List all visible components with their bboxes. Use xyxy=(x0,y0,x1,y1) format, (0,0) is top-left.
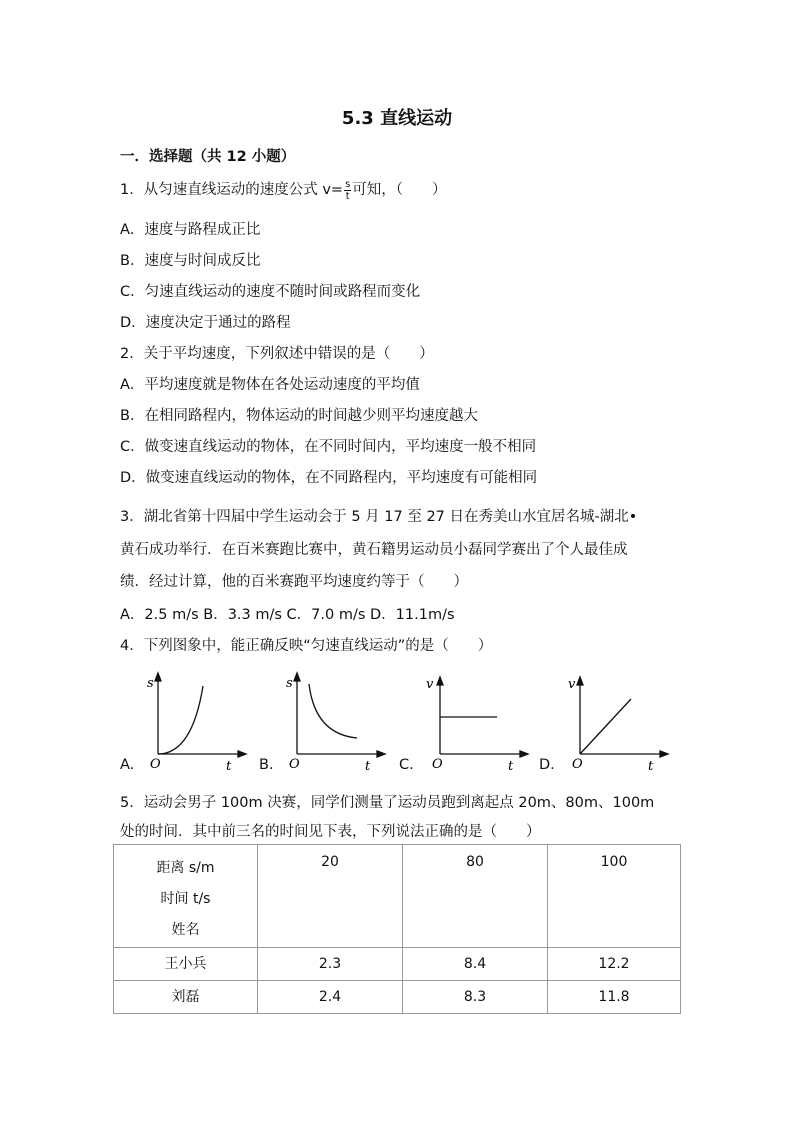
page-title: 5.3 直线运动 xyxy=(341,108,453,129)
question-4-stem: 4．下列图象中，能正确反映“匀速直线运动”的是（ ） xyxy=(120,638,493,654)
speed-formula-fraction xyxy=(344,179,351,202)
question-3-line-1: 3．湖北省第十四届中学生运动会于 5 月 17 至 27 日在秀美山水宜居名城-湖北• xyxy=(120,509,638,525)
graph-a-origin: O xyxy=(150,757,161,772)
question-1-option-a: A．速度与路程成正比 xyxy=(120,222,261,238)
graph-b-x-label: t xyxy=(365,759,371,774)
table-row xyxy=(114,981,681,1014)
question-5-line-2: 处的时间．其中前三名的时间见下表，下列说法正确的是（ ） xyxy=(120,824,541,840)
graph-b-x-arrow xyxy=(377,751,385,757)
table-cell: 8.4 xyxy=(403,948,548,981)
table-header-corner xyxy=(114,845,258,948)
table-row-name: 王小兵 xyxy=(114,948,258,981)
question-2-option-a: A．平均速度就是物体在各处运动速度的平均值 xyxy=(120,377,420,393)
graph-a-x-label: t xyxy=(226,759,232,774)
section-heading: 一．选择题（共 12 小题） xyxy=(120,149,296,165)
table-row-name: 刘磊 xyxy=(114,981,258,1014)
question-1-option-d: D．速度决定于通过的路程 xyxy=(120,315,291,331)
graph-a-y-arrow xyxy=(155,673,161,681)
question-2-option-b: B．在相同路程内，物体运动的时间越少则平均速度越大 xyxy=(120,408,478,424)
graph-d-origin: O xyxy=(572,757,583,772)
question-1-stem-post: 可知，（ ） xyxy=(352,182,447,198)
graph-c-origin: O xyxy=(432,757,443,772)
fraction-numerator: s xyxy=(345,178,351,190)
graph-d-curve xyxy=(580,699,631,754)
graph-b-y-arrow xyxy=(294,673,300,681)
header-distance-label: 距离 s/m xyxy=(156,860,215,876)
graph-b xyxy=(279,668,389,776)
question-1-option-c: C．匀速直线运动的速度不随时间或路程而变化 xyxy=(120,284,421,300)
graph-d-x-arrow xyxy=(660,751,668,757)
table-header-cell: 80 xyxy=(403,845,548,948)
header-time-label: 时间 t/s xyxy=(160,891,211,907)
question-3-line-3: 绩．经过计算，他的百米赛跑平均速度约等于（ ） xyxy=(120,574,468,590)
table-header-cell: 20 xyxy=(258,845,403,948)
question-1-option-b: B．速度与时间成反比 xyxy=(120,253,261,269)
graph-b-y-label: s xyxy=(286,676,293,691)
question-2-option-d: D．做变速直线运动的物体，在不同路程内，平均速度有可能相同 xyxy=(120,470,538,486)
graph-a-curve xyxy=(158,686,203,754)
table-header-row xyxy=(114,845,681,948)
graph-d-y-label: v xyxy=(568,677,576,692)
question-3-line-2: 黄石成功举行．在百米赛跑比赛中，黄石籍男运动员小磊同学赛出了个人最佳成 xyxy=(120,542,628,558)
graph-c xyxy=(422,668,532,776)
graph-d-y-arrow xyxy=(577,677,583,685)
graph-c-x-label: t xyxy=(508,759,514,774)
question-3-options: A．2.5 m/s B．3.3 m/s C．7.0 m/s D．11.1m/s xyxy=(120,607,455,623)
graph-c-x-arrow xyxy=(520,751,528,757)
fraction-denominator: t xyxy=(345,190,350,202)
question-2-stem: 2．关于平均速度，下列叙述中错误的是（ ） xyxy=(120,346,434,362)
graph-b-origin: O xyxy=(289,757,300,772)
graph-c-y-arrow xyxy=(437,677,443,685)
header-name-label: 姓名 xyxy=(171,922,200,938)
graph-c-label: C. xyxy=(399,757,414,773)
graph-a-y-label: s xyxy=(147,676,154,691)
table-cell: 2.4 xyxy=(258,981,403,1014)
graph-b-curve xyxy=(309,684,357,738)
question-1-stem xyxy=(120,178,447,202)
graph-d-label: D. xyxy=(539,757,555,773)
table-cell: 2.3 xyxy=(258,948,403,981)
table-cell: 12.2 xyxy=(548,948,681,981)
graph-a xyxy=(140,668,250,776)
graph-a-x-arrow xyxy=(238,751,246,757)
question-5-line-1: 5．运动会男子 100m 决赛，同学们测量了运动员跑到离起点 20m、80m、100m xyxy=(120,795,655,811)
table-cell: 8.3 xyxy=(403,981,548,1014)
race-times-table xyxy=(113,844,681,1014)
question-2-option-c: C．做变速直线运动的物体，在不同时间内，平均速度一般不相同 xyxy=(120,439,537,455)
question-1-stem-pre: 1．从匀速直线运动的速度公式 v= xyxy=(120,182,344,198)
table-header-cell: 100 xyxy=(548,845,681,948)
graph-a-label: A. xyxy=(120,757,135,773)
graph-d-x-label: t xyxy=(648,759,654,774)
table-row xyxy=(114,948,681,981)
table-cell: 11.8 xyxy=(548,981,681,1014)
graph-c-y-label: v xyxy=(426,677,434,692)
graph-d xyxy=(562,668,672,776)
graph-b-label: B. xyxy=(259,757,274,773)
